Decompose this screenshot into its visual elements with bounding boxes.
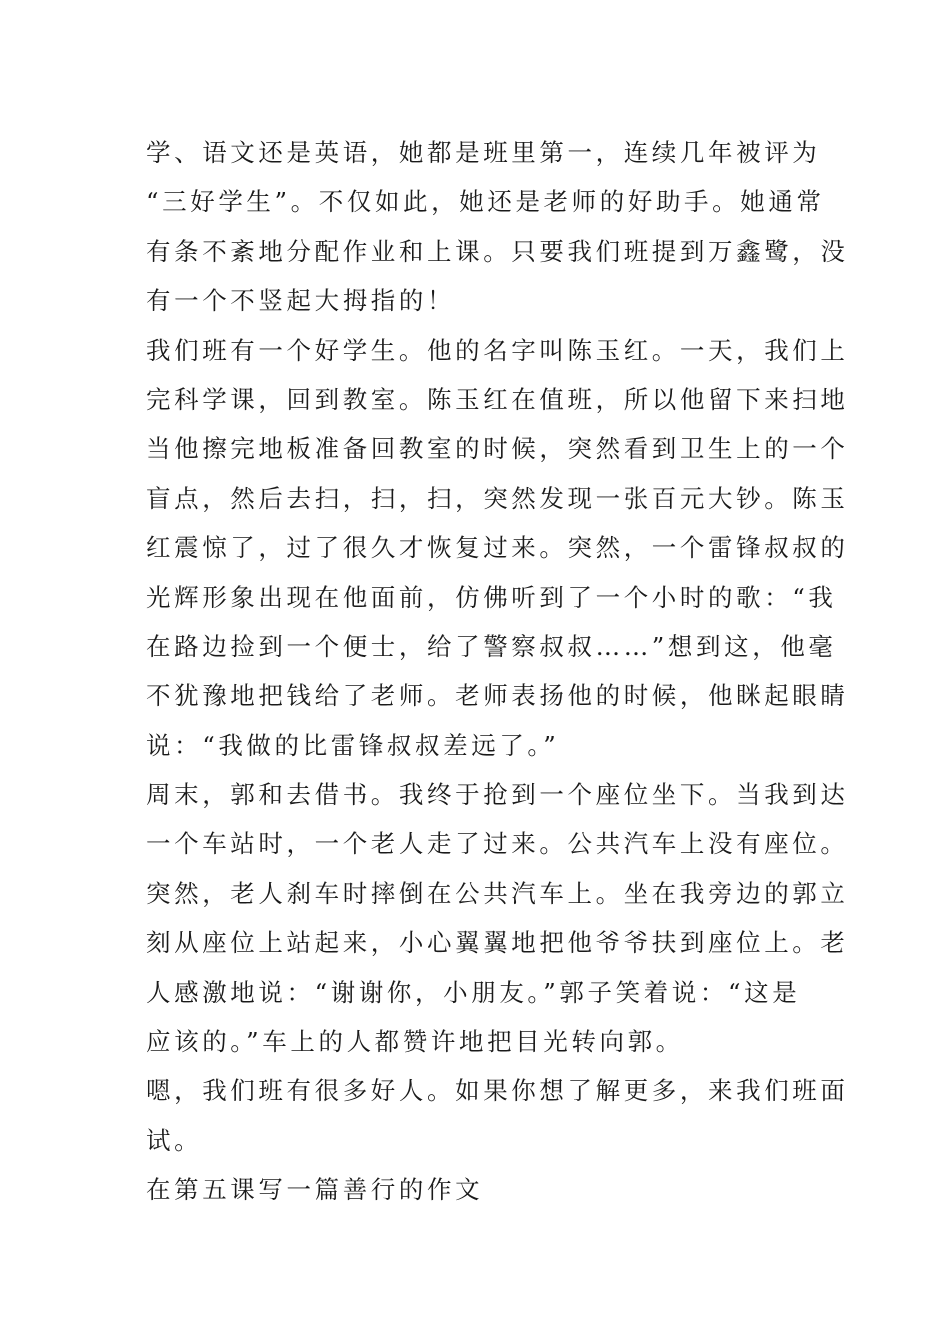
text-line: 红震惊了，过了很久才恢复过来。突然，一个雷锋叔叔的 <box>146 533 849 563</box>
paragraph-3 <box>146 770 849 1066</box>
text-line: 突然，老人刹车时摔倒在公共汽车上。坐在我旁边的郭立 <box>146 878 849 908</box>
text-line: 刻从座位上站起来，小心翼翼地把他爷爷扶到座位上。老 <box>146 928 849 958</box>
paragraph-5 <box>146 1165 812 1214</box>
text-line: “三好学生”。不仅如此，她还是老师的好助手。她通常 <box>146 187 825 217</box>
text-line: 在第五课写一篇善行的作文 <box>146 1175 484 1205</box>
text-line: 光辉形象出现在他面前，仿佛听到了一个小时的歌：“我 <box>146 582 837 612</box>
text-line: 试。 <box>146 1125 203 1155</box>
text-line: 人感激地说：“谢谢你，小朋友。”郭子笑着说：“这是 <box>146 977 801 1007</box>
text-line: 我们班有一个好学生。他的名字叫陈玉红。一天，我们上 <box>146 335 849 365</box>
paragraph-4 <box>146 1066 849 1165</box>
text-line: 学、语文还是英语，她都是班里第一，连续几年被评为 <box>146 138 821 167</box>
text-line: 嗯，我们班有很多好人。如果你想了解更多，来我们班面 <box>146 1076 849 1106</box>
text-line: 当他擦完地板准备回教室的时候，突然看到卫生上的一个 <box>146 434 849 464</box>
text-line: 一个车站时，一个老人走了过来。公共汽车上没有座位。 <box>146 829 849 859</box>
text-line: 盲点，然后去扫，扫，扫，突然发现一张百元大钞。陈玉 <box>146 483 849 513</box>
paragraph-1 <box>146 128 849 326</box>
paragraph-2 <box>146 326 849 771</box>
text-line: 有一个不竖起大拇指的！ <box>146 286 456 316</box>
text-line: 完科学课，回到教室。陈玉红在值班，所以他留下来扫地 <box>146 384 849 414</box>
text-line: 说：“我做的比雷锋叔叔差远了。” <box>146 730 560 760</box>
text-line: 周末，郭和去借书。我终于抢到一个座位坐下。当我到达 <box>146 780 849 810</box>
text-line: 不犹豫地把钱给了老师。老师表扬他的时候，他眯起眼睛 <box>146 681 849 711</box>
text-line: 有条不紊地分配作业和上课。只要我们班提到万鑫鹭，没 <box>146 236 849 266</box>
text-line: 应该的。”车上的人都赞许地把目光转向郭。 <box>146 1027 684 1057</box>
document-body <box>146 128 849 1215</box>
text-line: 在路边捡到一个便士，给了警察叔叔……”想到这，他毫 <box>146 631 837 661</box>
